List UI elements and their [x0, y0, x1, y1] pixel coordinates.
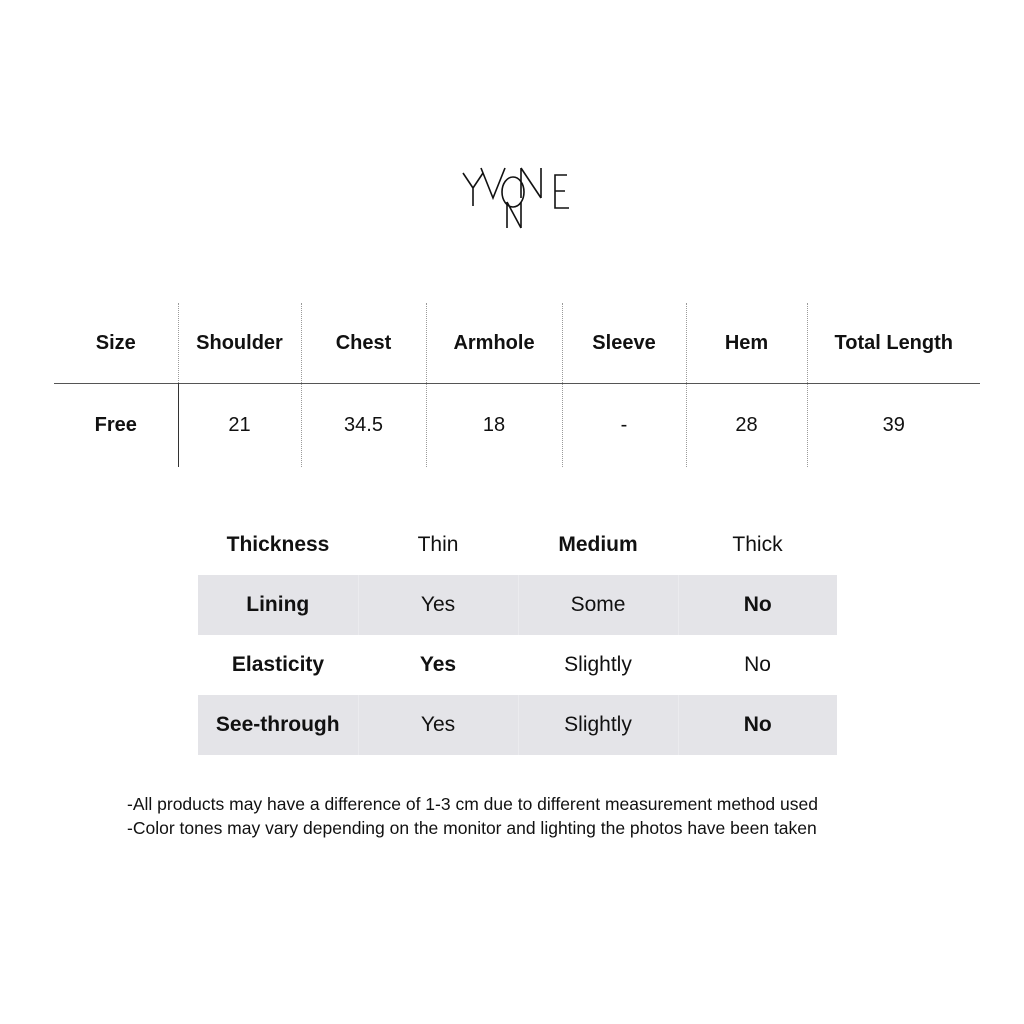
attribute-option: Some: [518, 575, 678, 635]
note-measurement-difference: -All products may have a difference of 1-3 cm due to different measurement method used: [127, 794, 818, 814]
header-size: Size: [95, 331, 136, 354]
header-shoulder: Shoulder: [178, 303, 301, 384]
note-color-tones: -Color tones may vary depending on the monitor and lighting the photos have been taken: [127, 818, 817, 838]
attribute-option: Thick: [732, 533, 783, 556]
header-armhole: Armhole: [426, 303, 562, 384]
fabric-attributes-table: [198, 515, 837, 755]
attribute-option: Thin: [417, 533, 459, 556]
hem-value: 28: [686, 384, 807, 468]
measurement-notes: [127, 792, 927, 840]
header-chest: Chest: [301, 303, 426, 384]
attribute-option: Yes: [358, 575, 518, 635]
sleeve-value: -: [562, 384, 686, 468]
attribute-label: Lining: [198, 575, 358, 635]
attribute-label: See-through: [198, 695, 358, 755]
attribute-option: No: [744, 653, 771, 676]
attribute-row-thickness: [198, 515, 837, 575]
armhole-value: 18: [426, 384, 562, 468]
total-length-value: 39: [807, 384, 980, 468]
attribute-option: Slightly: [564, 653, 632, 676]
header-sleeve: Sleeve: [562, 303, 686, 384]
attribute-label: Elasticity: [231, 653, 325, 676]
attribute-option-selected: No: [678, 575, 837, 635]
attribute-option: Yes: [358, 695, 518, 755]
table-row: [54, 384, 980, 468]
attribute-row-lining: [198, 575, 837, 635]
attribute-option-selected: No: [678, 695, 837, 755]
yvonne-logo-icon: [455, 158, 580, 238]
attribute-option: Slightly: [518, 695, 678, 755]
attribute-row-elasticity: [198, 635, 837, 695]
chest-value: 34.5: [301, 384, 426, 468]
size-value: Free: [94, 414, 137, 436]
header-total-length: Total Length: [807, 303, 980, 384]
attribute-label: Thickness: [226, 533, 330, 556]
attribute-row-see-through: [198, 695, 837, 755]
attribute-option-selected: Medium: [558, 533, 638, 556]
brand-logo: [455, 158, 580, 238]
size-chart-table: [54, 303, 980, 467]
attribute-option-selected: Yes: [419, 653, 457, 676]
shoulder-value: 21: [178, 384, 301, 468]
header-hem: Hem: [686, 303, 807, 384]
size-chart-header-row: [54, 303, 980, 384]
